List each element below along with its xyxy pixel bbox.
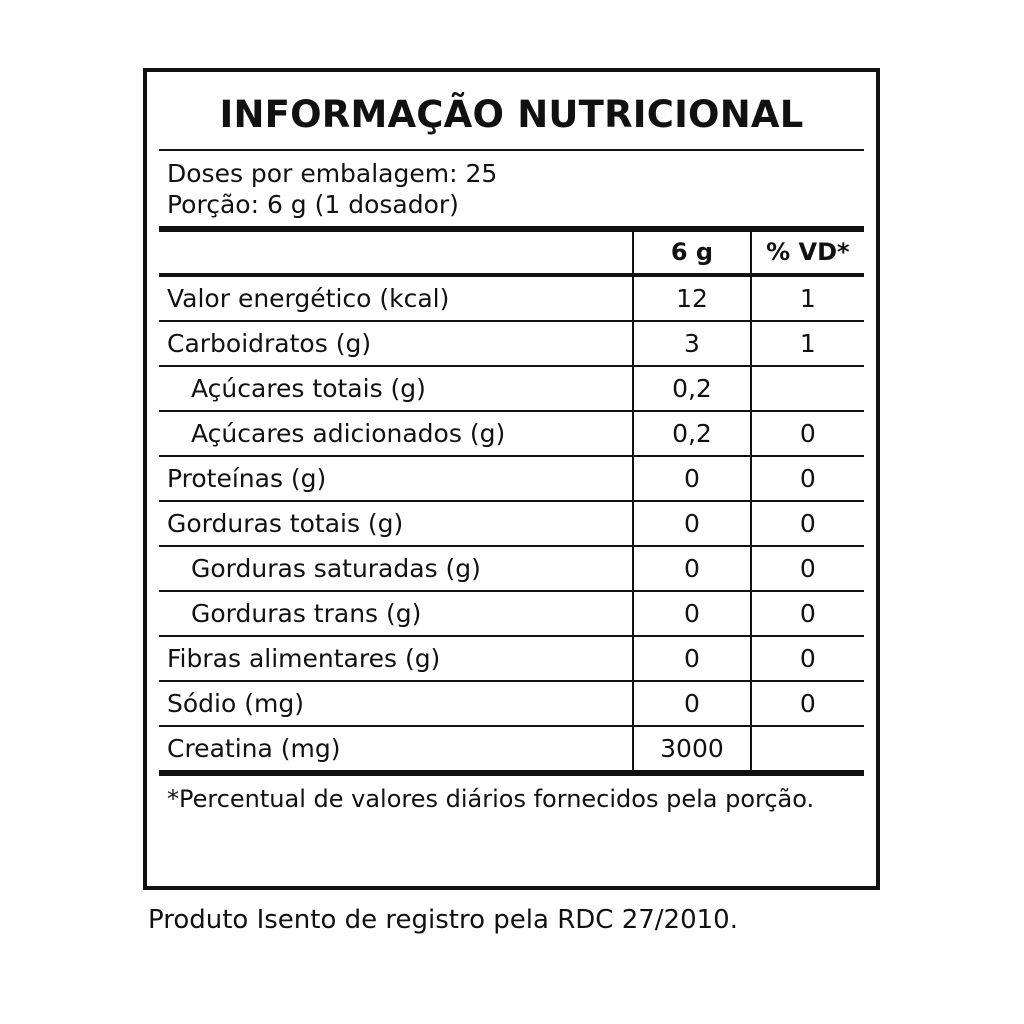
table-row <box>159 321 864 366</box>
daily-value-footnote: *Percentual de valores diários fornecidos pela porção. <box>167 785 815 813</box>
serving-info <box>159 151 864 226</box>
nutrient-amount: 0 <box>633 456 750 501</box>
nutrient-daily-value: 0 <box>751 501 864 546</box>
nutrient-name: Fibras alimentares (g) <box>159 636 633 681</box>
nutrient-name: Gorduras totais (g) <box>159 501 633 546</box>
nutrient-amount: 0 <box>633 636 750 681</box>
column-header-nutrient <box>159 232 633 275</box>
table-row <box>159 636 864 681</box>
page-title: INFORMAÇÃO NUTRICIONAL <box>219 93 804 136</box>
table-header-row <box>159 232 864 275</box>
nutrient-amount: 0 <box>633 501 750 546</box>
nutrient-amount: 0 <box>633 681 750 726</box>
column-header-amount: 6 g <box>633 232 750 275</box>
nutrient-daily-value: 0 <box>751 456 864 501</box>
nutrient-amount: 0 <box>633 546 750 591</box>
table-row <box>159 275 864 321</box>
nutrient-name: Açúcares totais (g) <box>159 366 633 411</box>
nutrient-name: Proteínas (g) <box>159 456 633 501</box>
nutrient-amount: 0,2 <box>633 366 750 411</box>
nutrient-daily-value: 0 <box>751 591 864 636</box>
nutrient-name: Creatina (mg) <box>159 726 633 770</box>
nutrient-daily-value <box>751 726 864 770</box>
servings-per-package: Doses por embalagem: 25 <box>167 159 498 188</box>
nutrient-amount: 12 <box>633 275 750 321</box>
nutrient-daily-value: 0 <box>751 681 864 726</box>
nutrient-amount: 0 <box>633 591 750 636</box>
nutrient-name: Carboidratos (g) <box>159 321 633 366</box>
table-row <box>159 591 864 636</box>
column-header-daily-value: % VD* <box>751 232 864 275</box>
nutrient-name: Valor energético (kcal) <box>159 275 633 321</box>
nutrient-amount: 0,2 <box>633 411 750 456</box>
nutrient-daily-value <box>751 366 864 411</box>
nutrient-daily-value: 1 <box>751 321 864 366</box>
table-row <box>159 456 864 501</box>
serving-size: Porção: 6 g (1 dosador) <box>167 189 459 219</box>
nutrition-table <box>159 232 864 770</box>
table-row <box>159 726 864 770</box>
table-row <box>159 681 864 726</box>
nutrient-daily-value: 0 <box>751 636 864 681</box>
nutrient-name: Sódio (mg) <box>159 681 633 726</box>
nutrient-daily-value: 1 <box>751 275 864 321</box>
nutrient-daily-value: 0 <box>751 411 864 456</box>
nutrient-name: Gorduras trans (g) <box>159 591 633 636</box>
nutrient-name: Açúcares adicionados (g) <box>159 411 633 456</box>
nutrition-facts-inner <box>159 82 864 814</box>
table-row <box>159 501 864 546</box>
nutrient-amount: 3000 <box>633 726 750 770</box>
registration-note: Produto Isento de registro pela RDC 27/2010. <box>148 905 738 935</box>
nutrient-daily-value: 0 <box>751 546 864 591</box>
table-row <box>159 546 864 591</box>
table-row <box>159 366 864 411</box>
nutrient-name: Gorduras saturadas (g) <box>159 546 633 591</box>
table-row <box>159 411 864 456</box>
nutrient-amount: 3 <box>633 321 750 366</box>
nutrition-facts-panel <box>143 68 880 890</box>
